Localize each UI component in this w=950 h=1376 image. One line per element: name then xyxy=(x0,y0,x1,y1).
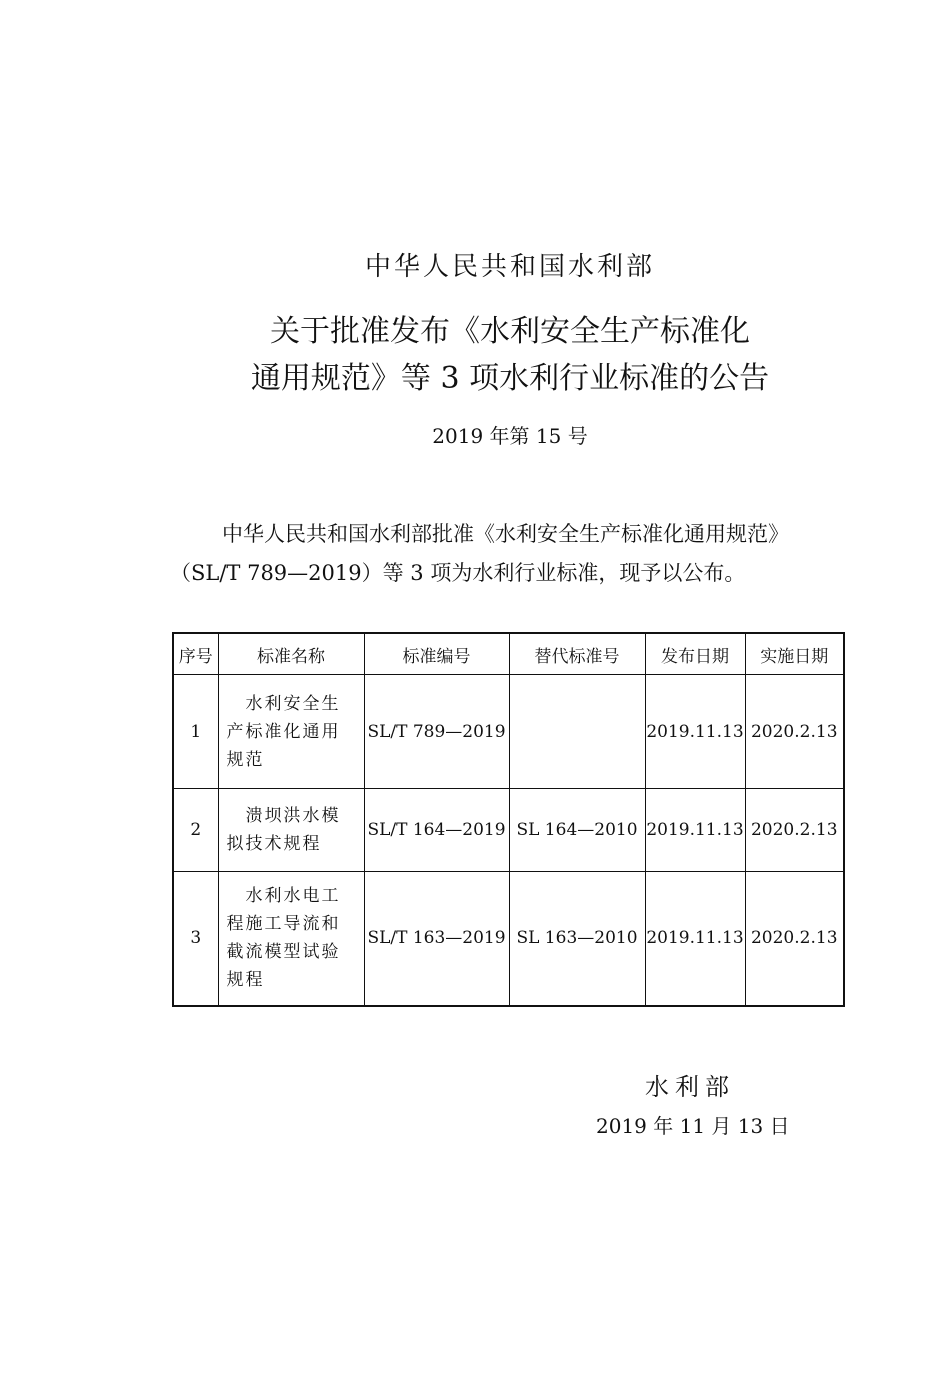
name-line: 溃坝洪水模 xyxy=(226,806,341,826)
signature-date: 2019 年 11 月 13 日 xyxy=(596,1114,790,1138)
standard-code: SL/T 164—2019 xyxy=(364,789,509,872)
row-number: 1 xyxy=(173,675,218,789)
row-number: 2 xyxy=(173,789,218,872)
header-cell: 发布日期 xyxy=(645,633,745,675)
announcement-number: 2019 年第 15 号 xyxy=(432,424,588,448)
name-line: 拟技术规程 xyxy=(226,834,322,854)
header-cell: 替代标准号 xyxy=(509,633,645,675)
header-cell: 标准名称 xyxy=(218,633,364,675)
name-line: 产标准化通用 xyxy=(226,721,341,742)
name-line: 水利水电工 xyxy=(226,886,341,907)
issue-date: 2019.11.13 xyxy=(645,872,745,1006)
row-number: 3 xyxy=(173,872,218,1006)
table-header-row xyxy=(173,633,844,675)
name-line: 程施工导流和 xyxy=(226,914,341,935)
replaced-code: SL 164—2010 xyxy=(509,789,645,872)
title-line-1: 关于批准发布《水利安全生产标准化 xyxy=(270,314,750,349)
signatory: 水利部 xyxy=(645,1073,735,1101)
name-line: 规范 xyxy=(226,749,265,770)
name-line: 规程 xyxy=(226,970,265,991)
header-cell: 标准编号 xyxy=(364,633,509,675)
header-cell: 序号 xyxy=(173,633,218,675)
replaced-code xyxy=(509,675,645,789)
standard-code: SL/T 163—2019 xyxy=(364,872,509,1006)
title-line-2: 通用规范》等 3 项水利行业标准的公告 xyxy=(250,361,770,396)
issuer-heading: 中华人民共和国水利部 xyxy=(364,252,655,282)
effective-date: 2020.2.13 xyxy=(745,675,844,789)
table-row xyxy=(173,789,844,872)
issue-date: 2019.11.13 xyxy=(645,789,745,872)
issue-date: 2019.11.13 xyxy=(645,675,745,789)
standard-name xyxy=(218,872,364,1006)
standards-table xyxy=(172,632,845,1007)
name-line: 截流模型试验 xyxy=(226,942,341,963)
body-paragraph-line-1: 中华人民共和国水利部批准《水利安全生产标准化通用规范》 xyxy=(222,522,789,546)
table-row xyxy=(173,675,844,789)
header-cell: 实施日期 xyxy=(745,633,844,675)
replaced-code: SL 163—2010 xyxy=(509,872,645,1006)
body-paragraph-line-2: （SL/T 789—2019）等 3 项为水利行业标准，现予以公布。 xyxy=(170,561,746,585)
standard-name xyxy=(218,675,364,789)
standard-name xyxy=(218,789,364,872)
table-row xyxy=(173,872,844,1006)
effective-date: 2020.2.13 xyxy=(745,789,844,872)
effective-date: 2020.2.13 xyxy=(745,872,844,1006)
standard-code: SL/T 789—2019 xyxy=(364,675,509,789)
name-line: 水利安全生 xyxy=(226,693,341,714)
